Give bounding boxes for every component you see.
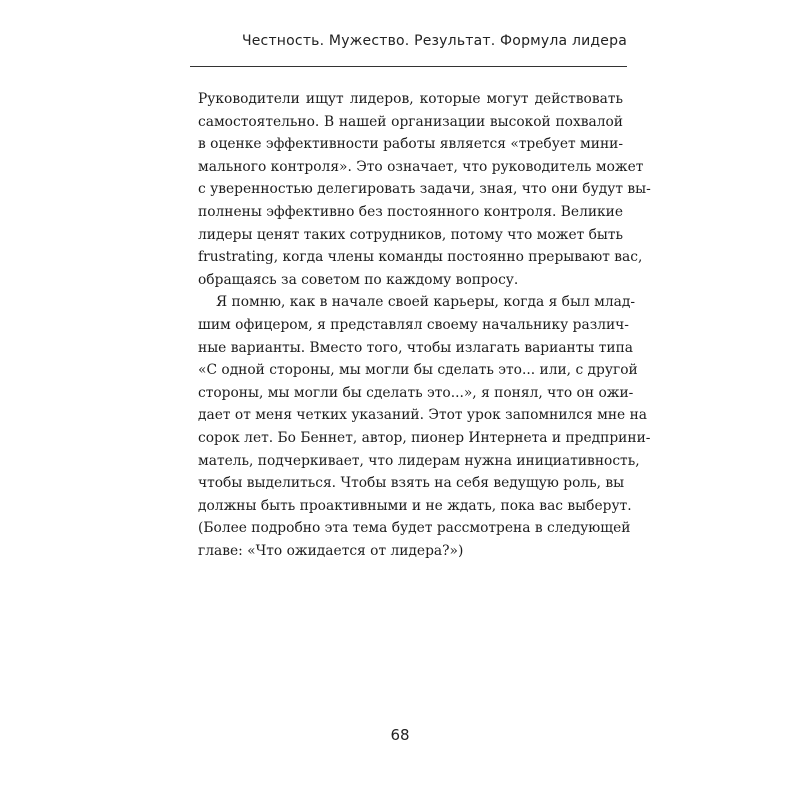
text-line: чтобы выделиться. Чтобы взять на себя ведущую роль, вы [198,475,625,492]
text-line: ные варианты. Вместо того, чтобы излагать варианты типа [198,339,634,356]
text-line: самостоятельно. В нашей организации высокой похвалой [198,113,623,130]
text-line: с уверенностью делегировать задачи, зная, что они будут вы- [198,181,651,198]
text-line: полнены эффективно без постоянного контроля. Великие [198,203,624,220]
text-line: «С одной стороны, мы могли бы сделать это... или, с другой [198,362,638,379]
page-number: 68 [390,726,410,744]
running-header: Честность. Мужество. Результат. Формула лидера [241,33,627,49]
paragraph-1 [198,88,651,291]
text-line: сорок лет. Бо Беннет, автор, пионер Интернета и предприни- [198,429,651,446]
text-line: Я помню, как в начале своей карьеры, когда я был млад- [216,294,635,311]
text-line: главе: «Что ожидается от лидера?») [198,542,464,559]
text-line: стороны, мы могли бы сделать это...», я понял, что он ожи- [198,384,634,401]
paragraph-2 [198,291,651,562]
header-divider [190,66,627,67]
text-line: шим офицером, я представлял своему начальнику различ- [198,316,629,333]
text-line: (Более подробно эта тема будет рассмотрена в следующей [198,520,631,537]
text-line: мального контроля». Это означает, что руководитель может [198,158,644,175]
text-line: frustrating, когда члены команды постоянно прерывают вас, [198,249,643,266]
text-line: в оценке эффективности работы является «требует мини- [198,136,623,153]
text-line: матель, подчеркивает, что лидерам нужна инициативность, [198,452,640,469]
text-line: Руководители ищут лидеров, которые могут действовать [198,91,623,107]
body-text [198,88,651,562]
text-line: должны быть проактивными и не ждать, пока вас выберут. [198,497,632,514]
text-line: лидеры ценят таких сотрудников, потому что может быть [198,226,624,243]
text-line: дает от меня четких указаний. Этот урок запомнился мне на [198,407,648,424]
text-line: обращаясь за советом по каждому вопросу. [198,271,519,288]
